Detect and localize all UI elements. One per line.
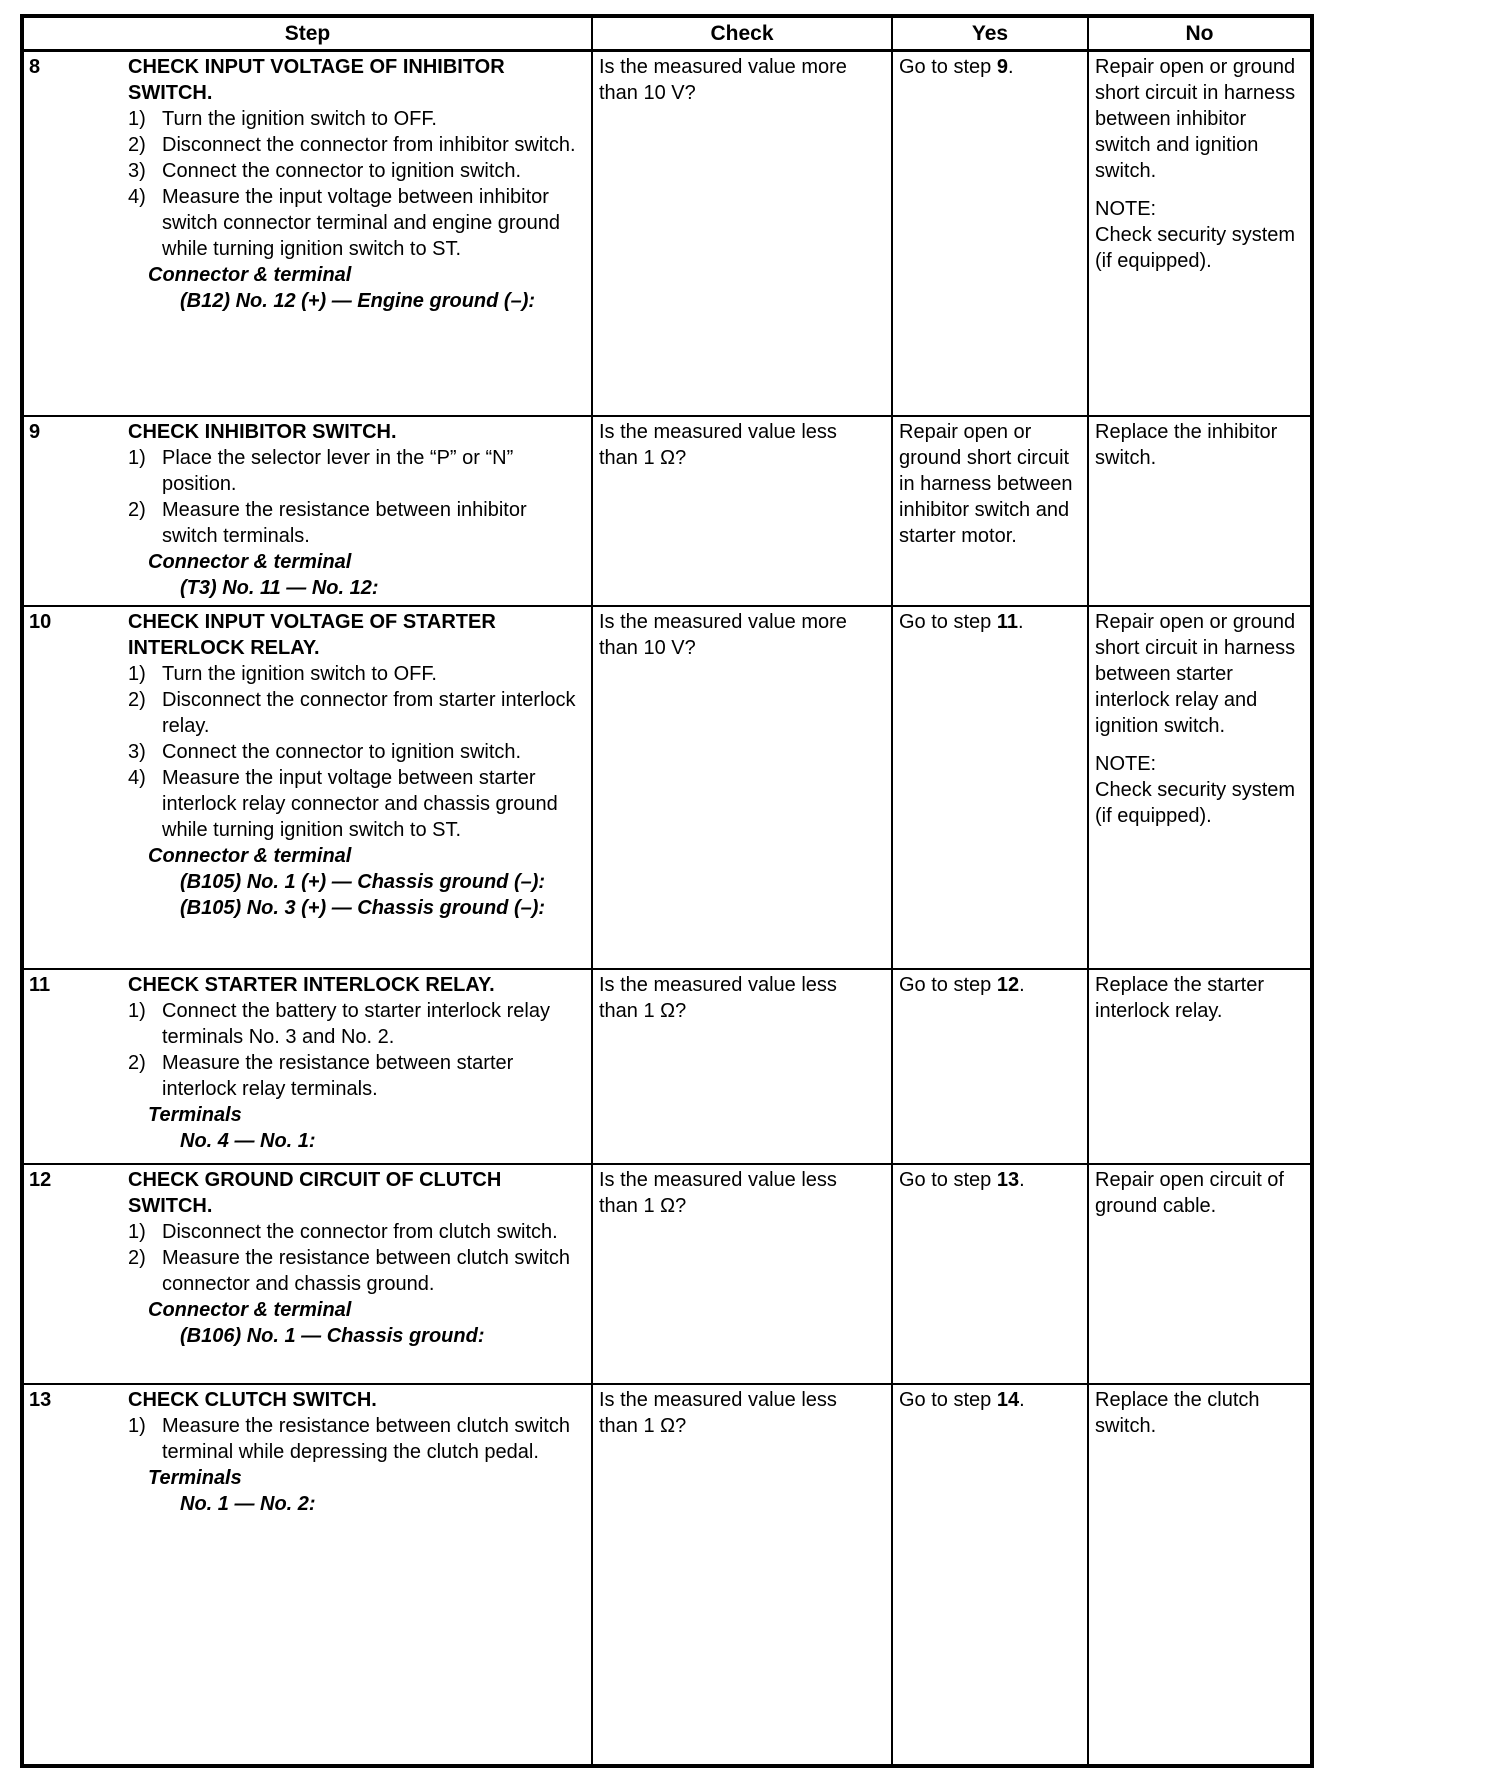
diagnostic-table bbox=[20, 14, 1314, 1768]
yes-step-number: 9 bbox=[996, 56, 1008, 78]
item-text: Measure the resistance between clutch switch connector and chassis ground. bbox=[162, 1246, 570, 1295]
step-title: CHECK GROUND CIRCUIT OF CLUTCH SWITCH. bbox=[128, 1168, 502, 1217]
item-text: Disconnect the connector from inhibitor switch. bbox=[162, 134, 576, 156]
yes-step-number: 14 bbox=[996, 1388, 1020, 1411]
yes-text: Go to step bbox=[899, 973, 997, 996]
step-cell bbox=[22, 1384, 592, 1766]
item-number: 2) bbox=[128, 498, 146, 521]
table-body bbox=[22, 51, 1312, 1766]
procedure-item bbox=[128, 1245, 581, 1297]
item-text: Turn the ignition switch to OFF. bbox=[162, 662, 437, 685]
no-cell bbox=[1088, 1164, 1312, 1384]
item-number: 1) bbox=[128, 108, 146, 130]
check-cell: Is the measured value more than 10 V? bbox=[592, 51, 892, 416]
step-cell bbox=[22, 416, 592, 606]
no-cell bbox=[1088, 51, 1312, 416]
yes-text: Go to step bbox=[899, 1168, 997, 1191]
table-row bbox=[22, 1164, 1312, 1384]
yes-cell bbox=[892, 416, 1088, 606]
item-text: Measure the input voltage between starter interlock relay connector and chassis ground while turning ignition switch to ST. bbox=[162, 766, 558, 841]
yes-cell bbox=[892, 606, 1088, 969]
item-text: Connect the connector to ignition switch. bbox=[162, 160, 522, 182]
item-text: Place the selector lever in the “P” or “N” position. bbox=[162, 446, 514, 495]
yes-text: . bbox=[1019, 1388, 1025, 1411]
check-cell: Is the measured value less than 1 Ω? bbox=[592, 969, 892, 1164]
procedure-item bbox=[128, 106, 581, 132]
spec-label: Terminals bbox=[148, 1103, 242, 1126]
item-number: 1) bbox=[128, 999, 146, 1022]
note-text: Check security system (if equipped). bbox=[1095, 224, 1296, 272]
step-content bbox=[128, 1385, 591, 1519]
header-check: Check bbox=[592, 16, 892, 51]
yes-text: . bbox=[1007, 56, 1014, 78]
item-number: 4) bbox=[128, 766, 146, 789]
spec-label: Connector & terminal bbox=[148, 550, 352, 573]
item-number: 1) bbox=[128, 1414, 146, 1437]
check-cell: Is the measured value less than 1 Ω? bbox=[592, 1384, 892, 1766]
spec-line: (B105) No. 3 (+) — Chassis ground (–): bbox=[180, 896, 546, 919]
item-number: 2) bbox=[128, 134, 146, 156]
no-text: Replace the starter interlock relay. bbox=[1095, 973, 1264, 1022]
note-label: NOTE: bbox=[1095, 198, 1157, 220]
yes-cell bbox=[892, 1384, 1088, 1766]
yes-text: Go to step bbox=[899, 1388, 997, 1411]
no-text: Replace the inhibitor switch. bbox=[1095, 420, 1278, 469]
procedure-item bbox=[128, 998, 581, 1050]
step-number: 10 bbox=[29, 610, 52, 633]
item-text: Disconnect the connector from clutch switch. bbox=[162, 1220, 558, 1243]
procedure-item bbox=[128, 739, 581, 765]
item-text: Disconnect the connector from starter interlock relay. bbox=[162, 688, 576, 737]
item-text: Measure the input voltage between inhibitor switch connector terminal and engine ground while turning ignition switch to ST. bbox=[162, 186, 561, 260]
step-title: CHECK STARTER INTERLOCK RELAY. bbox=[128, 973, 495, 996]
item-text: Connect the battery to starter interlock relay terminals No. 3 and No. 2. bbox=[162, 999, 550, 1048]
note-label: NOTE: bbox=[1095, 752, 1157, 775]
header-step: Step bbox=[22, 16, 592, 51]
step-number: 9 bbox=[29, 420, 41, 443]
spec-line: (B105) No. 1 (+) — Chassis ground (–): bbox=[180, 870, 546, 893]
spec-line: (T3) No. 11 — No. 12: bbox=[180, 576, 379, 599]
procedure-item bbox=[128, 158, 581, 184]
no-cell bbox=[1088, 606, 1312, 969]
item-number: 4) bbox=[128, 186, 146, 208]
procedure-item bbox=[128, 132, 581, 158]
item-text: Measure the resistance between starter interlock relay terminals. bbox=[162, 1051, 514, 1100]
note-block bbox=[1095, 751, 1302, 829]
table-row bbox=[22, 416, 1312, 606]
item-number: 1) bbox=[128, 662, 146, 685]
no-text: Repair open or ground short circuit in harness between inhibitor switch and ignition switch. bbox=[1095, 56, 1296, 182]
procedure-item bbox=[128, 687, 581, 739]
yes-text: . bbox=[1019, 1168, 1025, 1191]
item-number: 2) bbox=[128, 1051, 146, 1074]
step-number: 12 bbox=[29, 1168, 52, 1191]
spec-line: (B12) No. 12 (+) — Engine ground (–): bbox=[180, 290, 536, 312]
yes-text: . bbox=[1019, 973, 1025, 996]
step-title: CHECK CLUTCH SWITCH. bbox=[128, 1388, 377, 1411]
step-title: CHECK INHIBITOR SWITCH. bbox=[128, 420, 397, 443]
item-number: 2) bbox=[128, 688, 146, 711]
item-number: 3) bbox=[128, 740, 146, 763]
procedure-item bbox=[128, 1219, 581, 1245]
procedure-item bbox=[128, 497, 581, 549]
table-row bbox=[22, 51, 1312, 416]
step-content bbox=[128, 970, 591, 1156]
step-content bbox=[128, 607, 591, 923]
spec-label: Connector & terminal bbox=[148, 264, 352, 286]
table-row bbox=[22, 969, 1312, 1164]
yes-text: Go to step bbox=[899, 56, 997, 78]
item-text: Connect the connector to ignition switch. bbox=[162, 740, 522, 763]
item-number: 1) bbox=[128, 1220, 146, 1243]
spec-line: (B106) No. 1 — Chassis ground: bbox=[180, 1324, 485, 1347]
yes-step-number: 12 bbox=[996, 973, 1020, 996]
spec-label: Connector & terminal bbox=[148, 844, 352, 867]
item-text: Measure the resistance between clutch switch terminal while depressing the clutch pedal. bbox=[162, 1414, 570, 1463]
procedure-item bbox=[128, 1413, 581, 1465]
no-cell bbox=[1088, 969, 1312, 1164]
spec-label: Terminals bbox=[148, 1466, 242, 1489]
yes-step-number: 13 bbox=[996, 1168, 1020, 1191]
step-cell bbox=[22, 51, 592, 416]
yes-cell bbox=[892, 51, 1088, 416]
item-text: Turn the ignition switch to OFF. bbox=[162, 108, 437, 130]
step-number: 11 bbox=[29, 973, 51, 996]
yes-text: Go to step bbox=[899, 610, 997, 633]
yes-step-number: 11 bbox=[996, 610, 1018, 633]
step-content bbox=[128, 1165, 591, 1351]
procedure-item bbox=[128, 1050, 581, 1102]
yes-text: Repair open or ground short circuit in harness between inhibitor switch and starter motor. bbox=[899, 420, 1073, 547]
note-block bbox=[1095, 196, 1302, 274]
yes-text: . bbox=[1018, 610, 1024, 633]
spec-line: No. 4 — No. 1: bbox=[180, 1129, 316, 1152]
step-title: CHECK INPUT VOLTAGE OF INHIBITOR SWITCH. bbox=[128, 56, 505, 104]
procedure-item bbox=[128, 445, 581, 497]
step-title: CHECK INPUT VOLTAGE OF STARTER INTERLOCK RELAY. bbox=[128, 610, 496, 659]
item-text: Measure the resistance between inhibitor switch terminals. bbox=[162, 498, 527, 547]
header-no: No bbox=[1088, 16, 1312, 51]
note-text: Check security system (if equipped). bbox=[1095, 778, 1296, 827]
check-cell: Is the measured value more than 10 V? bbox=[592, 606, 892, 969]
item-number: 1) bbox=[128, 446, 146, 469]
yes-cell bbox=[892, 969, 1088, 1164]
step-cell bbox=[22, 969, 592, 1164]
item-number: 3) bbox=[128, 160, 146, 182]
step-number: 8 bbox=[29, 56, 41, 78]
spec-label: Connector & terminal bbox=[148, 1298, 352, 1321]
step-content bbox=[128, 417, 591, 603]
item-number: 2) bbox=[128, 1246, 146, 1269]
no-cell bbox=[1088, 416, 1312, 606]
table-row bbox=[22, 606, 1312, 969]
check-cell: Is the measured value less than 1 Ω? bbox=[592, 1164, 892, 1384]
step-cell bbox=[22, 1164, 592, 1384]
procedure-item bbox=[128, 661, 581, 687]
procedure-item bbox=[128, 765, 581, 843]
no-text: Repair open circuit of ground cable. bbox=[1095, 1168, 1284, 1217]
no-text: Replace the clutch switch. bbox=[1095, 1388, 1260, 1437]
header-yes: Yes bbox=[892, 16, 1088, 51]
step-content bbox=[128, 52, 591, 316]
spec-line: No. 1 — No. 2: bbox=[180, 1492, 316, 1515]
step-cell bbox=[22, 606, 592, 969]
step-number: 13 bbox=[29, 1388, 52, 1411]
header-row bbox=[22, 16, 1312, 51]
no-text: Repair open or ground short circuit in harness between starter interlock relay and ignition switch. bbox=[1095, 610, 1296, 737]
table-header bbox=[22, 16, 1312, 51]
check-cell: Is the measured value less than 1 Ω? bbox=[592, 416, 892, 606]
yes-cell bbox=[892, 1164, 1088, 1384]
no-cell bbox=[1088, 1384, 1312, 1766]
procedure-item bbox=[128, 184, 581, 262]
table-row bbox=[22, 1384, 1312, 1766]
